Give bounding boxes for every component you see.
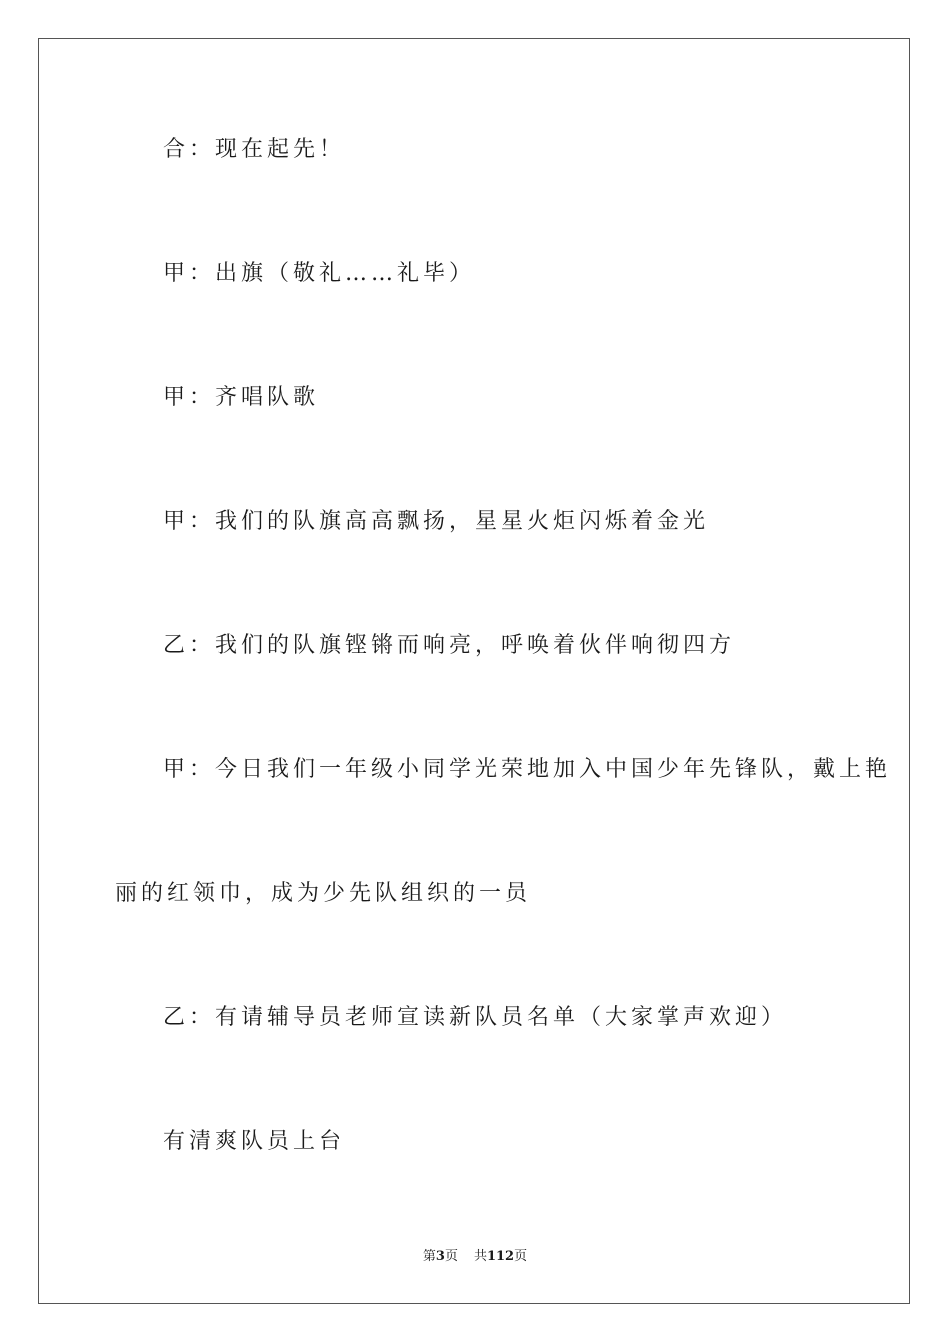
paragraph-read-names: 乙：有请辅导员老师宣读新队员名单（大家掌声欢迎） [163, 1005, 788, 1030]
page-prefix: 第 [422, 1249, 436, 1264]
paragraph-members-onstage: 有清爽队员上台 [163, 1129, 346, 1154]
page-number: 3 [435, 1249, 445, 1264]
paragraph-flag-waving: 甲：我们的队旗高高飘扬，星星火炬闪烁着金光 [163, 509, 710, 534]
paragraph-flag-sound: 乙：我们的队旗铿锵而响亮，呼唤着伙伴响彻四方 [163, 633, 736, 658]
paragraph-join-pioneers: 甲：今日我们一年级小同学光荣地加入中国少年先锋队，戴上艳 [163, 757, 892, 782]
page-footer [0, 1249, 950, 1265]
total-suffix: 页 [514, 1249, 528, 1264]
total-pages: 112 [486, 1249, 515, 1264]
total-prefix: 共 [473, 1249, 487, 1264]
page-suffix: 页 [444, 1249, 458, 1264]
paragraph-sing-anthem: 甲：齐唱队歌 [163, 385, 320, 410]
page-border [38, 38, 910, 1304]
paragraph-flag-out: 甲：出旗（敬礼……礼毕） [163, 261, 476, 286]
paragraph-join-pioneers-continued: 丽的红领巾，成为少先队组织的一员 [115, 881, 532, 906]
paragraph-opening: 合：现在起先！ [163, 137, 346, 162]
